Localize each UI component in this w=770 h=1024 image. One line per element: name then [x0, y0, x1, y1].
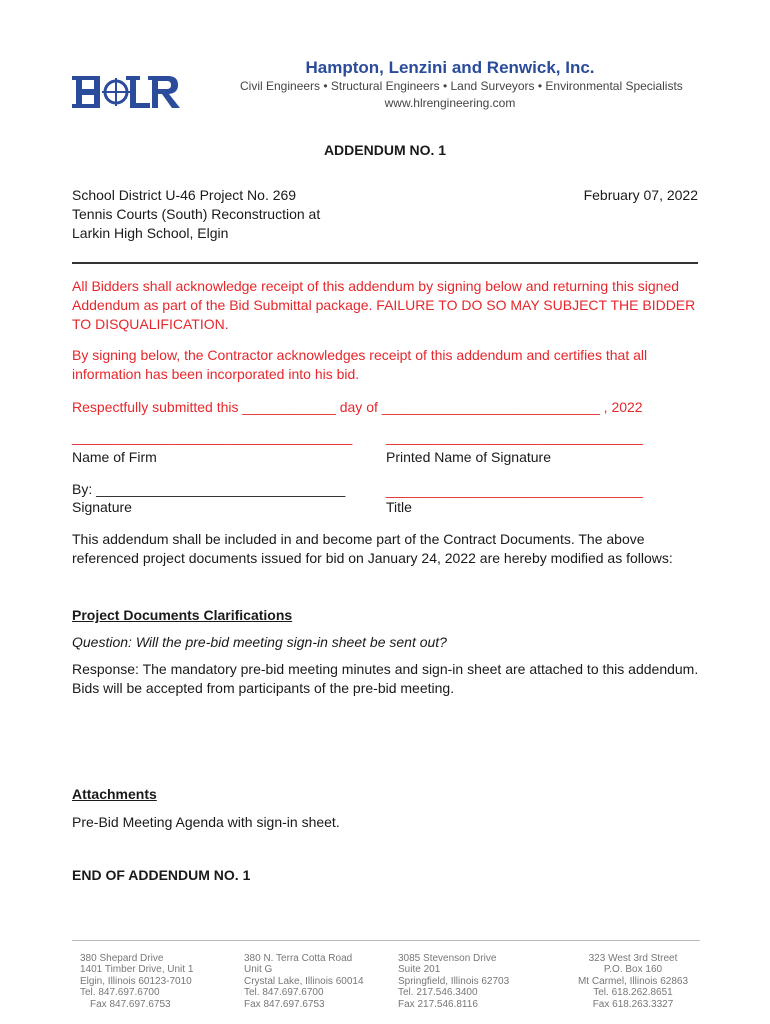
- firm-blank[interactable]: ____________________________________: [72, 429, 353, 445]
- notice-line-1: All Bidders shall acknowledge receipt of this addendum by signing below and returning this signed: [72, 278, 680, 294]
- end-of-addendum: END OF ADDENDUM NO. 1: [72, 867, 251, 883]
- printed-name-label: Printed Name of Signature: [386, 449, 551, 465]
- footer-line: Tel. 217.546.3400: [398, 987, 478, 999]
- certify-line-2: information has been incorporated into his bid.: [72, 366, 360, 382]
- submitted-line[interactable]: Respectfully submitted this ____________ day of ____________________________ , 2022: [72, 399, 643, 415]
- footer-divider: [72, 940, 700, 941]
- attachment-item: Pre-Bid Meeting Agenda with sign-in sheet.: [72, 814, 340, 830]
- footer-line: Tel. 847.697.6700: [244, 987, 324, 999]
- document-title: ADDENDUM NO. 1: [323, 142, 447, 158]
- certify-line-1: By signing below, the Contractor acknowledges receipt of this addendum and certifies that all: [72, 347, 648, 363]
- project-line-2: Tennis Courts (South) Reconstruction at: [72, 206, 321, 222]
- response-line-1: Response: The mandatory pre-bid meeting minutes and sign-in sheet are attached to this addendum.: [72, 661, 699, 677]
- footer-line: Fax 217.546.8116: [398, 998, 478, 1010]
- footer-line: Tel. 618.262.8651: [593, 987, 673, 999]
- footer-line: Fax 618.263.3327: [592, 998, 674, 1010]
- attachments-heading: Attachments: [72, 786, 157, 802]
- footer-line: 1401 Timber Drive, Unit 1: [80, 964, 194, 976]
- footer-line: Suite 201: [398, 964, 441, 976]
- footer-line: P.O. Box 160: [603, 964, 663, 976]
- footer-office-mt-carmel: [566, 953, 700, 1010]
- notice-line-3: TO DISQUALIFICATION.: [72, 316, 229, 332]
- intro-line-1: This addendum shall be included in and become part of the Contract Documents. The above: [72, 531, 645, 547]
- signature-label: Signature: [72, 499, 132, 515]
- footer-line: 380 Shepard Drive: [80, 953, 164, 964]
- company-name: Hampton, Lenzini and Renwick, Inc.: [305, 58, 595, 77]
- company-website: www.hlrengineering.com: [384, 96, 516, 110]
- company-logo: [72, 74, 182, 110]
- footer-line: Fax 847.697.6753: [90, 998, 171, 1010]
- footer-line: Elgin, Illinois 60123-7010: [80, 975, 192, 987]
- company-services: Civil Engineers • Structural Engineers • Land Surveyors • Environmental Specialists: [240, 79, 683, 93]
- footer-office-crystal-lake: [244, 953, 364, 1010]
- footer-line: Tel. 847.697.6700: [80, 987, 160, 999]
- footer-line: 323 West 3rd Street: [588, 953, 678, 964]
- signature-blank[interactable]: By: ________________________________: [72, 481, 346, 497]
- footer-line: 3085 Stevenson Drive: [398, 953, 497, 964]
- footer-line: Fax 847.697.6753: [244, 998, 325, 1010]
- clarifications-heading: Project Documents Clarifications: [72, 607, 293, 623]
- clarification-question: Question: Will the pre-bid meeting sign-in sheet be sent out?: [72, 634, 447, 650]
- document-date: February 07, 2022: [583, 187, 698, 203]
- footer-office-elgin: [80, 953, 193, 1010]
- title-blank[interactable]: _________________________________: [386, 482, 643, 498]
- footer-line: Springfield, Illinois 62703: [398, 975, 510, 987]
- notice-line-2: Addendum as part of the Bid Submittal package. FAILURE TO DO SO MAY SUBJECT THE BIDDER: [72, 297, 696, 313]
- section-divider: [72, 262, 698, 264]
- intro-line-2: referenced project documents issued for bid on January 24, 2022 are hereby modified as follows:: [72, 550, 673, 566]
- footer-line: Unit G: [244, 964, 273, 976]
- footer-line: Mt Carmel, Illinois 62863: [577, 975, 689, 987]
- printed-name-blank[interactable]: _________________________________: [386, 429, 643, 445]
- project-line-1: School District U-46 Project No. 269: [72, 187, 297, 203]
- footer-line: Crystal Lake, Illinois 60014: [244, 975, 364, 987]
- footer-line: 380 N. Terra Cotta Road: [244, 953, 353, 964]
- footer-office-springfield: [398, 953, 509, 1010]
- title-label: Title: [386, 499, 412, 515]
- response-line-2: Bids will be accepted from participants of the pre-bid meeting.: [72, 680, 455, 696]
- firm-label: Name of Firm: [72, 449, 157, 465]
- project-line-3: Larkin High School, Elgin: [72, 225, 229, 241]
